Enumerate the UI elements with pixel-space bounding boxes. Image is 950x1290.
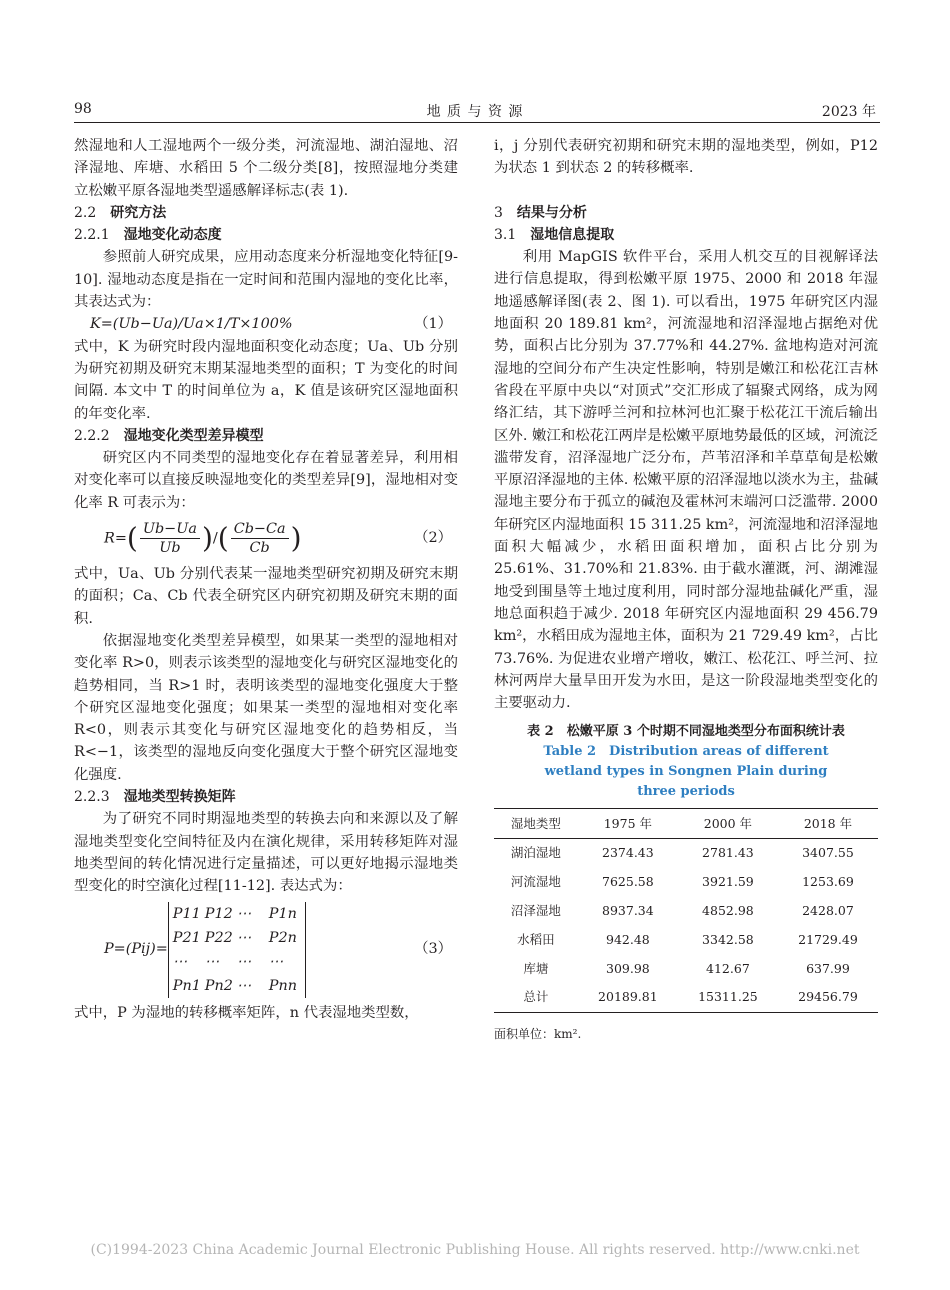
table-cell: 2428.07 <box>802 903 854 919</box>
table-header-cell: 1975 年 <box>603 815 653 831</box>
table-cell: 河流湿地 <box>510 874 561 890</box>
matrix-cell: P12 <box>204 905 233 922</box>
paragraph: 依据湿地变化类型差异模型，如果某一类型的湿地相对变化率 R>0，则表示该类型的湿地变化与研究区湿地变化的趋势相同，当 R>1 时，表明该类型的湿地变化强度大于整个研究区湿地变化强度；如果某一类型的湿地相对变化率 R<0，则表示其变化与研究区湿地变化的趋势相反，当 R<−1，该类型的湿地反向变化强度大于整个研究区湿地变化强度. <box>74 632 458 783</box>
table-row <box>494 839 878 868</box>
matrix-cell: Pn1 <box>172 977 201 994</box>
table-cell: 309.98 <box>606 960 650 976</box>
table-caption: 表 2 松嫩平原 3 个时期不同湿地类型分布面积统计表 <box>527 724 845 740</box>
page-number: 98 <box>74 101 92 117</box>
paragraph: 利用 MapGIS 软件平台，采用人机交互的目视解译法进行信息提取，得到松嫩平原 1975、2000 和 2018 年湿地遥感解译图(表 2、图 1). 可以看出，1975 年研究区内湿地面积 20 189.81 km²，河流湿地和沼泽湿地占据绝对优势，面积占比分别为 37.77%和 44.27%. 盆地构造对河流湿地的空间分布产生决定性影响，特别是嫩江和松花江吉林省段在平原中央以“对顶式”交汇形成了辐聚式网络，成为网络汇结，其下游呼兰河和拉林河也汇聚于松花江干流后输出区外. 嫩江和松花江两岸是松嫩平原地势最低的区域，河流泛滥带发育，沼泽湿地广泛分布，芦苇沼泽和羊草草甸是松嫩平原沼泽湿地的主体. 松嫩平原的沼泽湿地以淡水为主，盐碱湿地主要分布于孤立的碱泡及霍林河末端河口泛滥带. 2000 年研究区内湿地面积 15 311.25 km²，河流湿地和沼泽湿地面积大幅减少，水稻田面积增加，面积占比分别为 25.61%、31.70%和 21.83%. 由于截水灌溉，河、湖滩湿地受到围垦等土地过度利用，同时部分湿地盐碱化严重，湿地总面积趋于减少. 2018 年研究区内湿地面积 29 456.79 km²，水稻田成为湿地主体，面积为 21 729.49 km²，占比 73.76%. 为促进农业增产增收，嫩江、松花江、呼兰河、拉林河两岸大量旱田开发为水田，是这一阶段湿地类型变化的主要驱动力. <box>494 249 878 712</box>
header-rule <box>74 122 880 123</box>
table-cell: 637.99 <box>806 960 850 976</box>
table-row <box>494 983 878 1012</box>
paragraph: 参照前人研究成果，应用动态度来分析湿地变化特征[9-10]. 湿地动态度是指在一定时间和范围内湿地的变化比率，其表达式为： <box>74 249 458 311</box>
table-header-cell: 2018 年 <box>803 815 853 831</box>
table-row <box>494 868 878 897</box>
table-cell: 库塘 <box>523 960 549 976</box>
table-cell: 总计 <box>523 989 549 1005</box>
table-row <box>494 954 878 983</box>
paragraph: 式中，Ua、Ub 分别代表某一湿地类型研究初期及研究末期的面积；Ca、Cb 代表全研究区内研究初期及研究末期的面积. <box>74 566 458 627</box>
table-note: 面积单位：km². <box>494 1027 582 1041</box>
paragraph: 然湿地和人工湿地两个一级分类，河流湿地、湖泊湿地、沼泽湿地、库塘、水稻田 5 个二级分类[8]，按照湿地分类建立松嫩平原各湿地类型遥感解译标志(表 1). <box>74 138 458 199</box>
matrix-cell: P11 <box>172 905 201 922</box>
section-heading: 2.2 研究方法 <box>74 204 167 221</box>
table-cell: 湖泊湿地 <box>510 845 561 861</box>
section-heading: 2.2.3 湿地类型转换矩阵 <box>74 789 236 806</box>
matrix-cell: ⋯ <box>268 953 284 970</box>
section-heading: 3 结果与分析 <box>494 204 587 221</box>
table-cell: 942.48 <box>606 931 650 947</box>
matrix-cell: P21 <box>172 929 201 946</box>
matrix-cell: ⋯ <box>236 953 252 970</box>
matrix-cell: Pn2 <box>204 977 233 994</box>
table-cell: 3921.59 <box>702 874 754 890</box>
table-cell: 7625.58 <box>602 874 654 890</box>
copyright-footer: (C)1994-2023 China Academic Journal Electronic Publishing House. All rights reserved. http://www.cnki.net <box>90 1242 860 1258</box>
section-heading: 2.2.2 湿地变化类型差异模型 <box>74 427 264 444</box>
matrix-cell: Pnn <box>268 977 298 994</box>
table-row <box>494 926 878 955</box>
paragraph: 研究区内不同类型的湿地变化存在着显著差异，利用相对变化率可以直接反映湿地变化的类型差异[9]，湿地相对变化率 R 可表示为： <box>74 450 458 511</box>
matrix-cell: P2n <box>268 929 297 946</box>
table-cell: 1253.69 <box>802 874 854 890</box>
paragraph: i，j 分别代表研究初期和研究末期的湿地类型，例如，P12 为状态 1 到状态 2 的转移概率. <box>494 138 878 177</box>
matrix-cell: ⋯ <box>172 953 188 970</box>
equation-2: R=( $\frac{Ub-Ua}{Ub}$ )/( $\frac{Cb-Ca}{Cb}$ ) （2） <box>104 521 452 557</box>
matrix-cell: ⋯ <box>236 905 252 922</box>
journal-year: 2023 年 <box>821 104 876 120</box>
paragraph: 式中，K 为研究时段内湿地面积变化动态度；Ua、Ub 分别为研究初期及研究末期某湿地类型的面积；T 为变化的时间间隔. 本文中 T 的时间单位为 a，K 值是该研究区湿地面积的年变化率. <box>74 338 458 422</box>
table-header-cell: 湿地类型 <box>510 815 561 831</box>
table-cell: 29456.79 <box>798 989 858 1005</box>
paragraph: 为了研究不同时期湿地类型的转换去向和来源以及了解湿地类型变化空间特征及内在演化规律，采用转移矩阵对湿地类型间的转化情况进行定量描述，可以更好地揭示湿地类型变化的时空演化过程[11-12]. 表达式为： <box>74 811 458 895</box>
matrix-cell: P1n <box>268 905 297 922</box>
equation-1: K=(Ub−Ua)/Ua×1/T×100% （1） <box>90 316 452 333</box>
table-cell: 3342.58 <box>702 931 754 947</box>
matrix-cell: ⋯ <box>236 977 252 994</box>
table-cell: 3407.55 <box>802 845 854 861</box>
right-column <box>494 135 878 1045</box>
section-heading: 3.1 湿地信息提取 <box>494 226 615 243</box>
table-cell: 4852.98 <box>702 903 754 919</box>
table-caption-english: Table 2 Distribution areas of different wetland types in Songnen Plain during three periods <box>543 744 829 800</box>
table-cell: 21729.49 <box>798 931 858 947</box>
table-cell: 412.67 <box>706 960 750 976</box>
section-heading: 2.2.1 湿地变化动态度 <box>74 227 222 244</box>
equation-3: P=(Pij)= P11 P12 ⋯ P1n P21 P22 ⋯ P2n ⋯ ⋯ ⋯ ⋯ Pn1 Pn2 ⋯ Pnn （3） <box>74 902 458 998</box>
matrix-cell: P22 <box>204 929 233 946</box>
transition-matrix <box>168 902 306 998</box>
table-row <box>494 897 878 926</box>
table-cell: 20189.81 <box>598 989 658 1005</box>
table-header-row <box>494 809 878 839</box>
table-header-cell: 2000 年 <box>703 815 753 831</box>
matrix-cell: ⋯ <box>236 929 252 946</box>
table-cell: 2374.43 <box>602 845 654 861</box>
left-column <box>74 135 458 1024</box>
paragraph: 式中，P 为湿地的转移概率矩阵，n 代表湿地类型数， <box>74 1004 419 1021</box>
table-cell: 沼泽湿地 <box>510 903 561 919</box>
table-cell: 15311.25 <box>698 989 758 1005</box>
wetland-area-table <box>494 808 878 1013</box>
table-cell: 2781.43 <box>702 845 754 861</box>
matrix-cell: ⋯ <box>204 953 220 970</box>
table-cell: 水稻田 <box>517 931 555 947</box>
journal-title: 地 质 与 资 源 <box>426 104 524 120</box>
table-cell: 8937.34 <box>602 903 654 919</box>
